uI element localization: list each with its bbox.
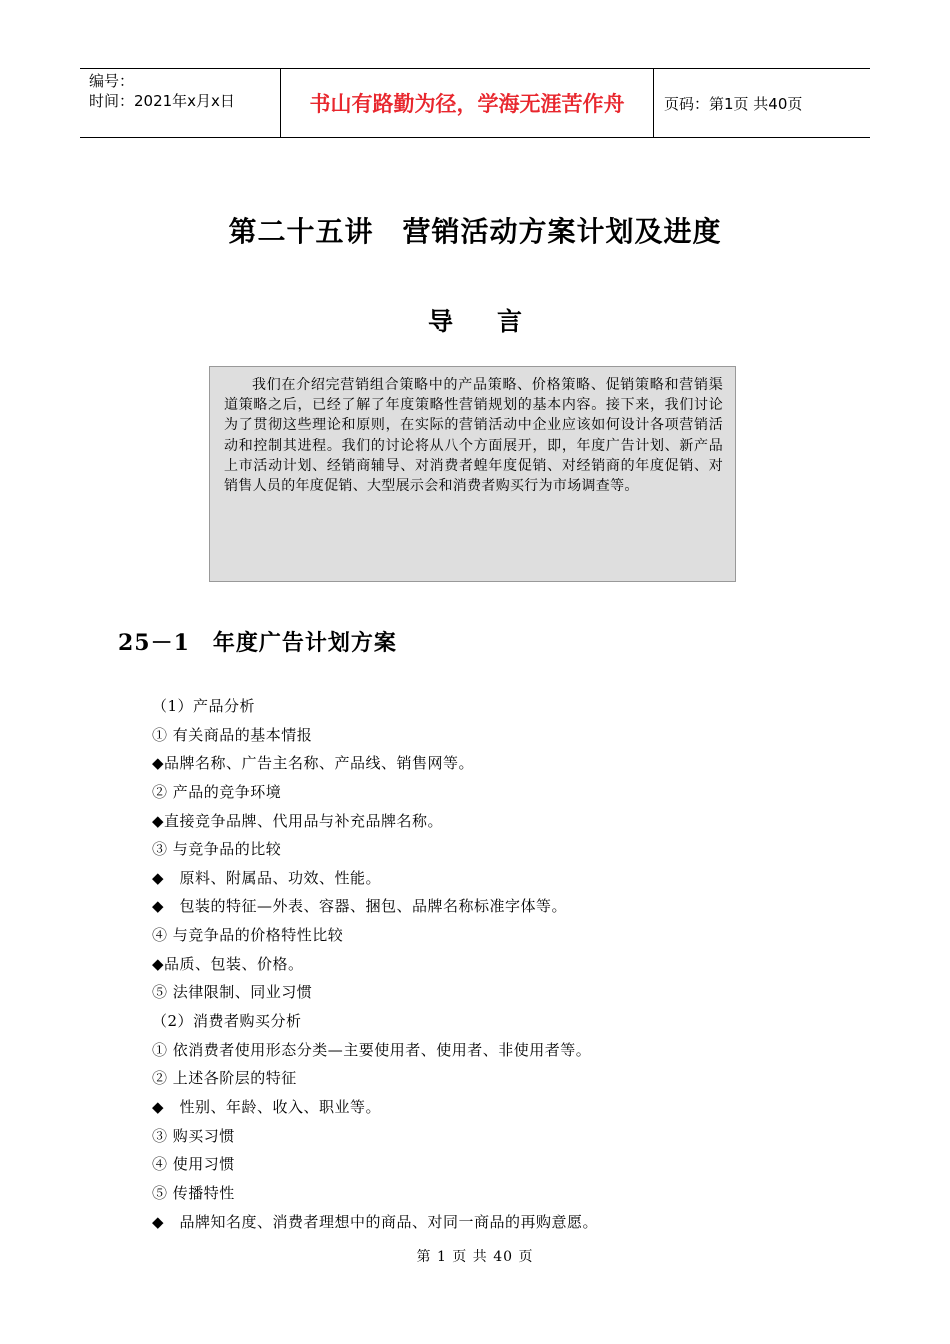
- content-line: ◆ 原料、附属品、功效、性能。: [152, 868, 382, 887]
- header-page-code: 页码：第1页 共40页: [664, 94, 803, 113]
- content-line: ② 产品的竞争环境: [152, 782, 282, 801]
- content-line: ③ 购买习惯: [152, 1126, 235, 1145]
- content-line: （2）消费者购买分析: [152, 1012, 302, 1031]
- number-label: 编号：: [89, 72, 135, 90]
- content-line: ◆ 品牌知名度、消费者理想中的商品、对同一商品的再购意愿。: [152, 1212, 599, 1231]
- header-meta: [80, 69, 281, 137]
- content-line: ④ 使用习惯: [152, 1155, 235, 1174]
- page-footer: 第 1 页 共 40 页: [416, 1249, 534, 1265]
- content-line: ③ 与竞争品的比较: [152, 840, 282, 859]
- content-line: ◆ 包装的特征—外表、容器、捆包、品牌名称标准字体等。: [152, 897, 568, 916]
- intro-heading: 导言: [427, 307, 566, 336]
- document-title: 第二十五讲 营销活动方案计划及进度: [228, 215, 722, 248]
- page-header: [80, 68, 870, 138]
- content-line: ◆品牌名称、广告主名称、产品线、销售网等。: [152, 754, 475, 773]
- header-motto: 书山有路勤为径，学海无涯苦作舟: [281, 69, 654, 137]
- content-line: ⑤ 法律限制、同业习惯: [152, 983, 313, 1002]
- content-line: ◆ 性别、年龄、收入、职业等。: [152, 1097, 382, 1116]
- content-line: ① 有关商品的基本情报: [152, 725, 313, 744]
- section-content: [152, 692, 852, 1236]
- content-line: ① 依消费者使用形态分类—主要使用者、使用者、非使用者等。: [152, 1040, 592, 1059]
- content-line: ◆直接竞争品牌、代用品与补充品牌名称。: [152, 811, 444, 830]
- intro-text-box: 我们在介绍完营销组合策略中的产品策略、价格策略、促销策略和营销渠道策略之后，已经了解了年度策略性营销规划的基本内容。接下来，我们讨论为了贯彻这些理论和原则，在实际的营销活动中企业应该如何设计各项营销活动和控制其进程。我们的讨论将从八个方面展开，即，年度广告计划、新产品上市活动计划、经销商辅导、对消费者蝗年度促销、对经销商的年度促销、对销售人员的年度促销、大型展示会和消费者购买行为市场调查等。: [209, 366, 736, 582]
- content-line: （1）产品分析: [152, 697, 256, 715]
- time-label: 时间：2021年x月x日: [89, 92, 235, 110]
- section-heading: 25－1 年度广告计划方案: [118, 630, 397, 656]
- content-line: ② 上述各阶层的特征: [152, 1069, 297, 1088]
- content-line: ④ 与竞争品的价格特性比较: [152, 926, 344, 945]
- content-line: ⑤ 传播特性: [152, 1183, 235, 1202]
- content-line: ◆品质、包装、价格。: [152, 954, 304, 973]
